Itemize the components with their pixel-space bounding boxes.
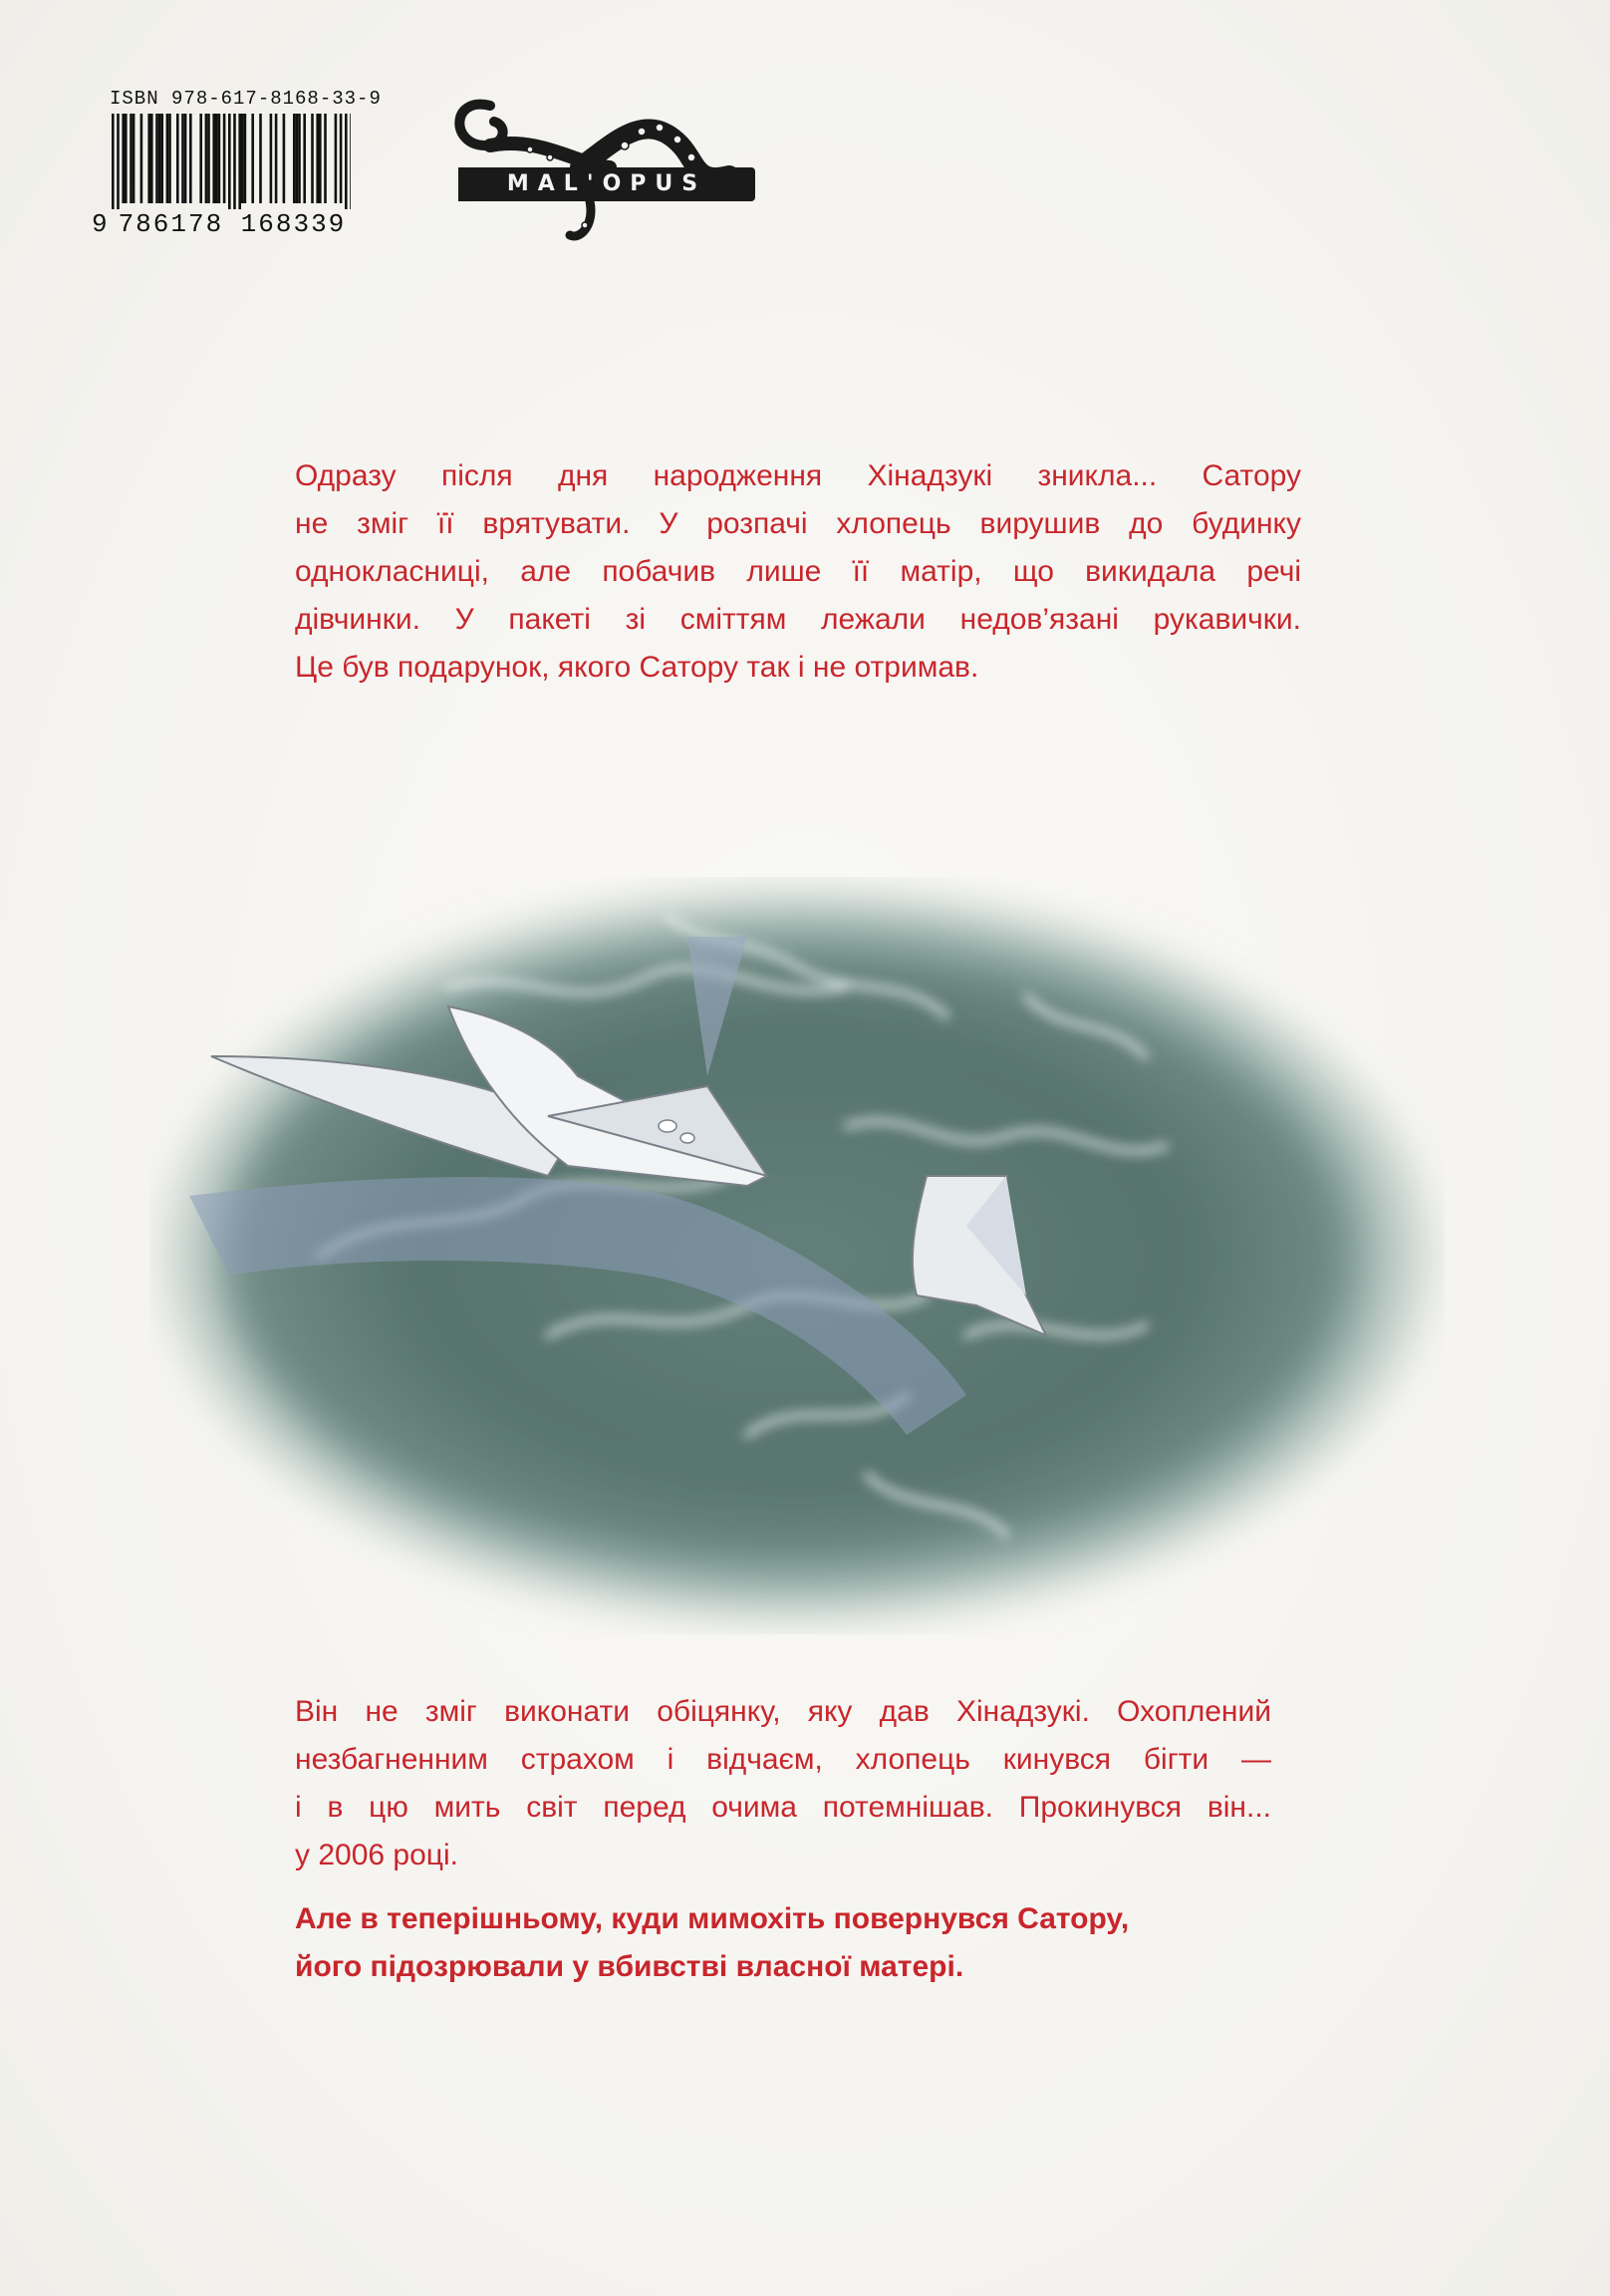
barcode-bar: [147, 114, 150, 203]
isbn-label: ISBN 978-617-8168-33-9: [110, 88, 382, 110]
barcode-bar: [316, 114, 319, 203]
barcode-bar: [150, 114, 153, 203]
barcode-bar: [176, 114, 179, 203]
barcode-bar: [296, 114, 299, 203]
barcode-bar: [259, 114, 262, 203]
barcode-bar: [303, 114, 306, 203]
barcode-bar: [298, 114, 301, 203]
barcode-bar: [283, 114, 286, 203]
barcode-bar: [160, 114, 163, 203]
barcode-icon: [92, 114, 351, 209]
text-line: Він не зміг виконати обіцянку, яку дав Хінадзукі. Охоплений: [295, 1695, 1271, 1728]
barcode-bar: [205, 114, 208, 203]
barcode-bar: [158, 114, 161, 203]
barcode-bar: [233, 114, 236, 209]
synopsis-paragraph-3: [295, 1895, 1271, 1991]
barcode-bar: [350, 114, 351, 209]
text-line: не зміг її врятувати. У розпачі хлопець вирушив до будинку: [295, 507, 1301, 540]
barcode-bar: [168, 114, 171, 203]
logo-text: MAL'OPUS: [506, 171, 707, 196]
barcode-bar: [215, 114, 218, 203]
barcode-bar: [241, 114, 244, 203]
barcode-bar: [122, 114, 125, 203]
barcode-digits: [92, 209, 351, 239]
text-line: дівчинки. У пакеті зі сміттям лежали недов’язані рукавички.: [295, 603, 1301, 636]
barcode-bar: [130, 114, 133, 203]
text-line: Але в теперішньому, куди мимохіть повернувся Сатору,: [295, 1902, 1130, 1935]
barcode-bar: [324, 114, 327, 203]
text-line: Це був подарунок, якого Сатору так і не отримав.: [295, 651, 979, 684]
barcode-bar: [133, 114, 135, 203]
barcode-bar: [112, 114, 115, 209]
barcode-digits-left: 786178: [118, 209, 224, 239]
barcode-bar: [340, 114, 343, 203]
barcode-bar: [218, 114, 221, 203]
barcode-bar: [335, 114, 338, 203]
barcode-bar: [223, 114, 226, 203]
synopsis-paragraph-2: [295, 1688, 1271, 1879]
text-line: Одразу після дня народження Хінадзукі зникла... Сатору: [295, 459, 1301, 492]
barcode-bar: [207, 114, 210, 203]
text-line: у 2006 році.: [295, 1839, 458, 1871]
barcode-bar: [244, 114, 247, 203]
synopsis-paragraph-1: [295, 452, 1301, 692]
barcode-digits-right: 168339: [240, 209, 347, 239]
barcode-bar: [184, 114, 187, 203]
barcode-bar: [125, 114, 128, 203]
barcode-bar: [117, 114, 120, 209]
barcode-bar: [238, 114, 241, 209]
paper-airplane-illustration: [149, 877, 1445, 1634]
text-line: і в цю мить світ перед очима потемнішав. Прокинувся він...: [295, 1791, 1271, 1824]
barcode-bar: [319, 114, 322, 203]
barcode-bar: [212, 114, 215, 203]
barcode-bar: [345, 114, 348, 209]
barcode-bar: [228, 114, 231, 209]
barcode-bar: [140, 114, 143, 203]
barcode-bar: [189, 114, 192, 203]
barcode-bar: [293, 114, 296, 203]
isbn-barcode-block: [92, 88, 382, 239]
text-line: незбагненним страхом і відчаєм, хлопець кинувся бігти —: [295, 1743, 1271, 1776]
barcode-bar: [275, 114, 278, 203]
publisher-logo: [430, 76, 769, 245]
barcode-bar: [311, 114, 314, 203]
barcode-bar: [166, 114, 169, 203]
text-line: його підозрювали у вбивстві власної матері.: [295, 1950, 964, 1983]
barcode-bar: [155, 114, 158, 203]
barcode-bar: [181, 114, 184, 203]
octopus-tentacle-icon: [430, 76, 769, 245]
barcode-bar: [270, 114, 273, 203]
barcode-bar: [251, 114, 254, 203]
barcode-digit-first: 9: [92, 209, 108, 239]
text-line: однокласниці, але побачив лише її матір, що викидала речі: [295, 555, 1301, 588]
barcode-bar: [199, 114, 202, 203]
